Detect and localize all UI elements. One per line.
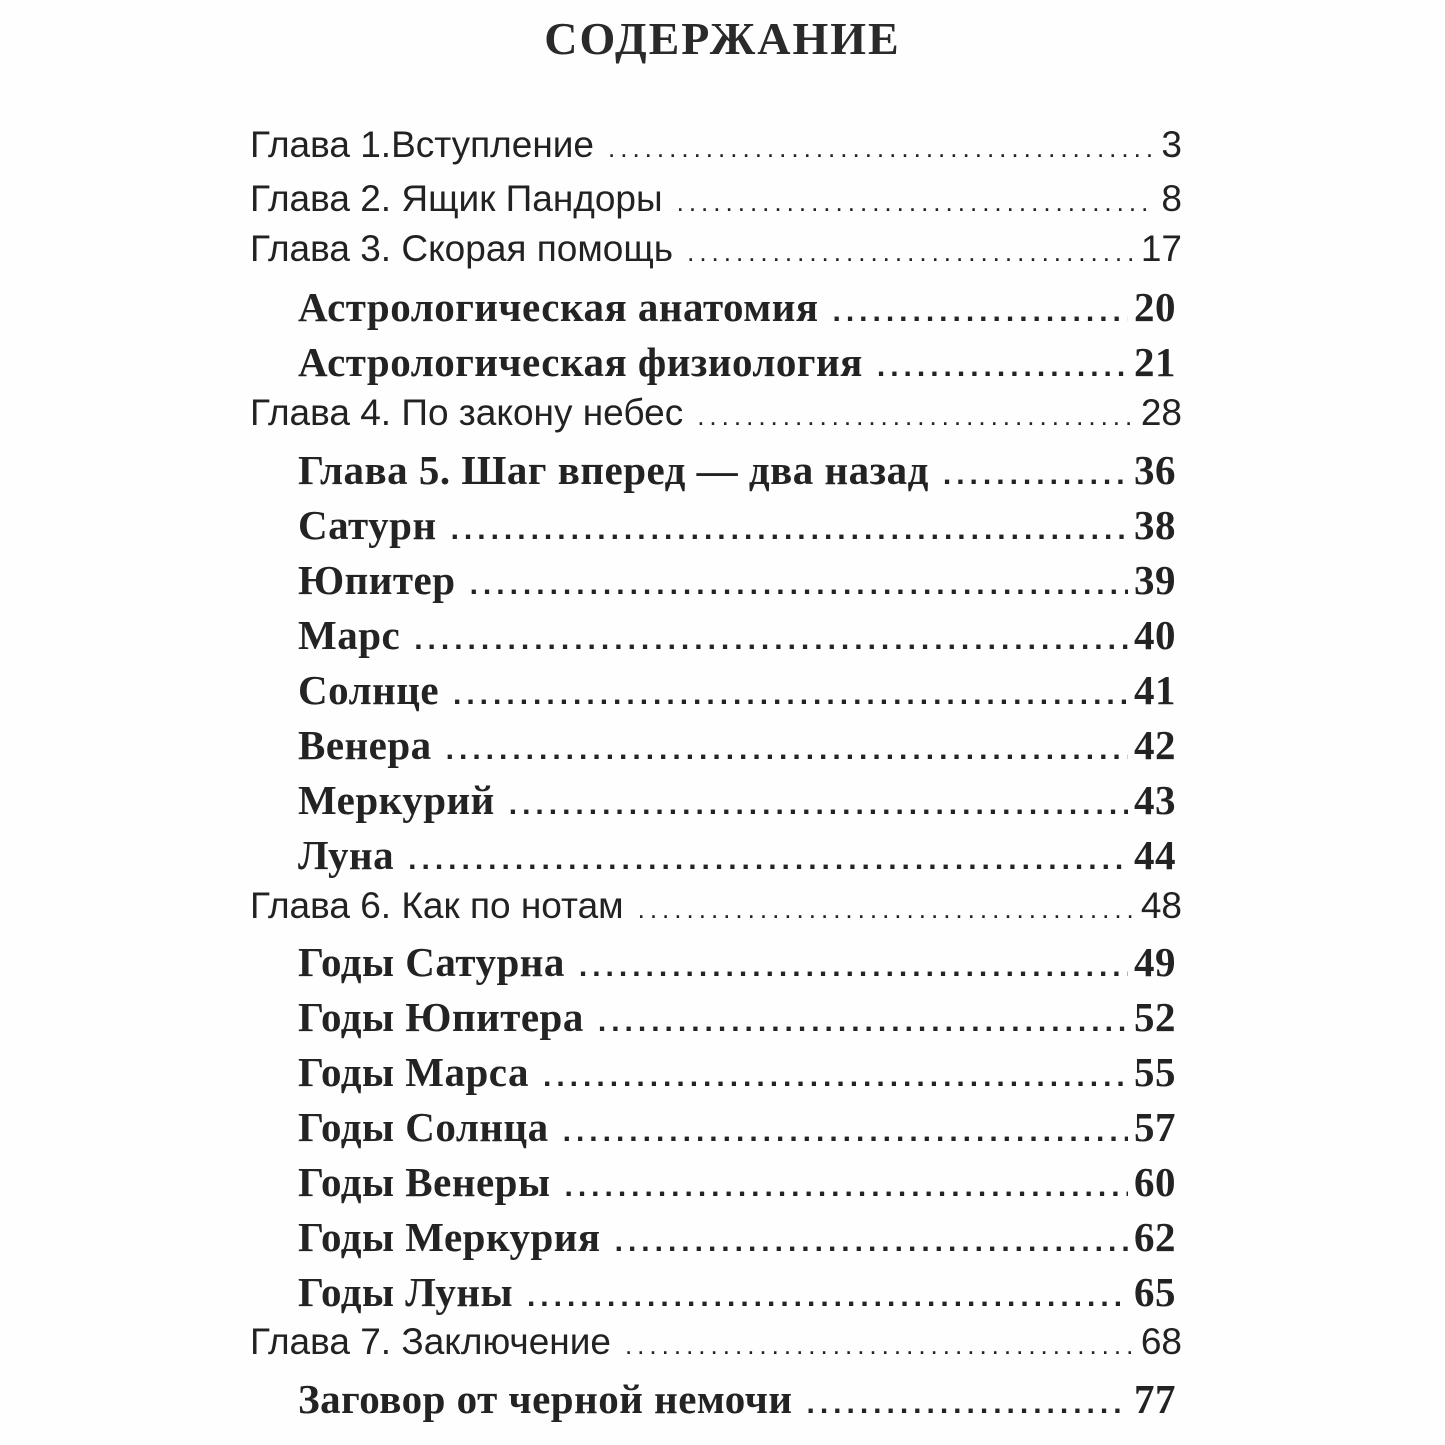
toc-entry [298,776,1176,832]
toc-entry-title: Марс [298,612,401,658]
toc-entry [298,1375,1176,1431]
dot-leader [943,458,1128,492]
toc-entry-title: Глава 3. Скорая помощь [250,228,674,269]
dot-leader [564,1170,1128,1204]
toc-entry-page-number: 42 [1134,722,1176,768]
toc-entry [298,501,1176,557]
dot-leader [608,133,1155,164]
dot-leader [579,950,1128,984]
toc-entry-title: Годы Солнца [298,1104,549,1150]
toc-entry [298,283,1176,339]
toc-entry-page-number: 40 [1134,612,1176,658]
toc-entry [298,721,1176,777]
dot-leader [563,1115,1128,1149]
dot-leader [453,678,1128,712]
dot-leader [807,1387,1129,1421]
toc-entry-title: Астрологическая анатомия [298,284,819,330]
toc-entry-title: Меркурий [298,777,495,823]
toc-entry [298,1158,1176,1214]
toc-entry-page-number: 65 [1134,1269,1176,1315]
toc-entry-page-number: 44 [1134,832,1176,878]
toc-entry [250,1321,1182,1377]
toc-entry-title: Глава 5. Шаг вперед — два назад [298,447,929,493]
dot-leader [543,1060,1128,1094]
toc-entry-page-number: 20 [1134,284,1176,330]
toc-entry-title: Глава 2. Ящик Пандоры [250,178,663,219]
dot-leader [598,1005,1128,1039]
toc-entry [298,1268,1176,1324]
toc-entry-title: Годы Юпитера [298,994,584,1040]
toc-entry-page-number: 38 [1134,502,1176,548]
toc-entry-title: Глава 4. По закону небес [250,392,684,433]
toc-entry-page-number: 62 [1134,1214,1176,1260]
toc-entry-title: Годы Марса [298,1049,530,1095]
toc-entry-title: Сатурн [298,502,437,548]
toc-entry [298,556,1176,612]
page-title: СОДЕРЖАНИЕ [544,13,901,64]
dot-leader [451,513,1128,547]
toc-entry-title: Глава 6. Как по нотам [250,885,624,926]
toc-entry-title: Годы Луны [298,1269,513,1315]
toc-entry-page-number: 48 [1140,885,1182,926]
toc-entry-title: Глава 7. Заключение [250,1321,611,1362]
toc-entry [298,993,1176,1049]
toc-entry-title: Годы Меркурия [298,1214,601,1260]
dot-leader [833,295,1129,329]
toc-entry-page-number: 36 [1134,447,1176,493]
toc-entry-page-number: 28 [1140,392,1182,433]
toc-entry [298,446,1176,502]
dot-leader [638,894,1135,925]
toc-entry-title: Глава 1.Вступление [250,124,595,165]
toc-entry-page-number: 52 [1134,994,1176,1040]
toc-entry [298,1103,1176,1159]
toc-entry [250,228,1182,284]
dot-leader [677,187,1156,218]
toc-entry [298,666,1176,722]
toc-entry-page-number: 8 [1161,178,1182,219]
dot-leader [877,350,1128,384]
toc-entry-title: Луна [298,832,395,878]
dot-leader [414,623,1128,657]
toc-entry-title: Венера [298,722,432,768]
toc-entry-page-number: 55 [1134,1049,1176,1095]
toc-entry [298,611,1176,667]
toc-entry-page-number: 17 [1140,228,1182,269]
toc-entry [298,938,1176,994]
toc-entry-page-number: 39 [1134,557,1176,603]
toc-entry-page-number: 77 [1134,1376,1176,1422]
toc-entry [298,338,1176,394]
toc-entry-title: Солнце [298,667,440,713]
toc-entry [250,392,1182,448]
toc-entry-title: Заговор от черной немочи [298,1376,793,1422]
dot-leader [615,1225,1128,1259]
toc-entry-page-number: 60 [1134,1159,1176,1205]
toc-entry-page-number: 21 [1134,339,1176,385]
dot-leader [527,1280,1128,1314]
toc-entry-page-number: 57 [1134,1104,1176,1150]
toc-entry-page-number: 43 [1134,777,1176,823]
dot-leader [470,568,1128,602]
toc-entry [298,1048,1176,1104]
dot-leader [687,237,1135,268]
dot-leader [509,788,1128,822]
toc-entry [250,124,1182,180]
toc-entry [250,178,1182,234]
toc-entry-page-number: 3 [1161,124,1182,165]
toc-entry [298,1213,1176,1269]
toc-entry-title: Юпитер [298,557,456,603]
toc-entry [298,831,1176,887]
toc-entry-page-number: 41 [1134,667,1176,713]
toc-entry-page-number: 68 [1140,1321,1182,1362]
toc-entry-title: Годы Венеры [298,1159,551,1205]
toc-entry-page-number: 49 [1134,939,1176,985]
toc-entry-title: Годы Сатурна [298,939,565,985]
toc-entry-title: Астрологическая физиология [298,339,863,385]
dot-leader [625,1330,1135,1361]
dot-leader [697,401,1135,432]
toc-entry [250,885,1182,941]
dot-leader [408,843,1128,877]
dot-leader [446,733,1128,767]
